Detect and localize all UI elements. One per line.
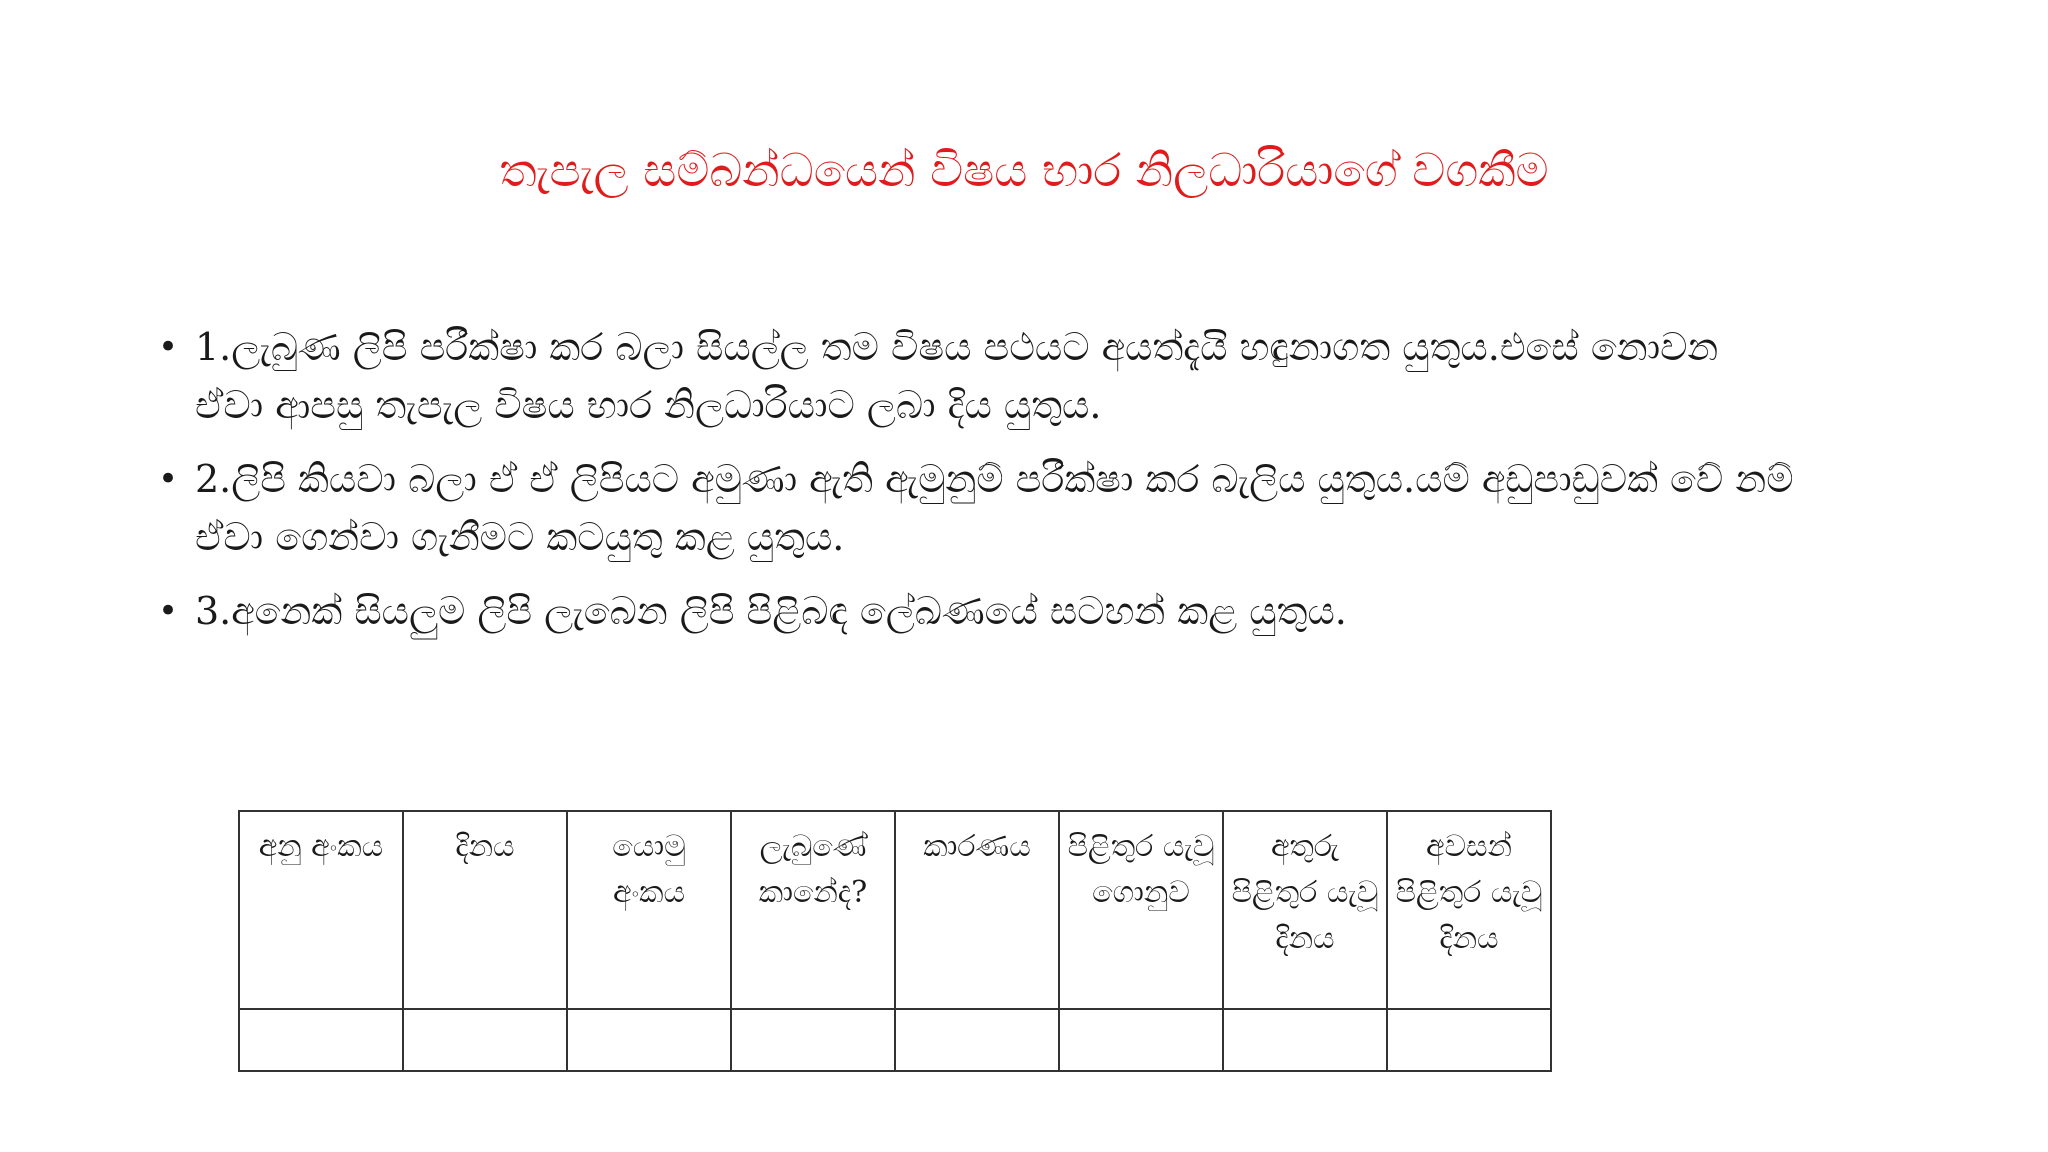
column-header-final-reply-date: අවසන් පිළිතුර යැවූ දිනය [1387,811,1551,1009]
table-cell [1223,1009,1387,1071]
bullet-text: 3.අනෙක් සියලුම ලිපි ලැබෙන ලිපි පිළිබඳ ලේඛණයේ සටහන් කළ යුතුය. [195,589,1347,633]
column-header-subject: කාරණය [895,811,1059,1009]
column-header-reference-number: යොමු අංකය [567,811,731,1009]
list-item [155,450,1795,566]
table-header-row [239,811,1551,1009]
table-cell [731,1009,895,1071]
column-header-received-from: ලැබුණේ කානේද? [731,811,895,1009]
list-item [155,582,1795,640]
bullet-icon: • [158,327,179,367]
table-cell [1059,1009,1223,1071]
responsibility-list [155,318,1795,656]
bullet-text: 1.ලැබුණ ලිපි පරීක්ෂා කර බලා සියල්ල තම විෂය පථයට අයත්දැයි හඳුනාගත යුතුය.එසේ නොවන ඒවා ආපසු තැපැල විෂය භාර නිලධාරියාට ලබා දිය යුතුය. [195,325,1719,427]
column-header-reply-file: පිළිතුර යැවූ ගොනුව [1059,811,1223,1009]
table-cell [567,1009,731,1071]
table-cell [239,1009,403,1071]
bullet-text: 2.ලිපි කියවා බලා ඒ ඒ ලිපියට අමුණා ඇති ඇමුනුම් පරීක්ෂා කර බැලිය යුතුය.යම් අඩුපාඩුවක් වේ නම් ඒවා ගෙන්වා ගැනීමට කටයුතු කළ යුතුය. [195,457,1794,559]
letter-register-table [238,810,1552,1072]
table-cell [1387,1009,1551,1071]
column-header-date: දිනය [403,811,567,1009]
bullet-icon: • [158,591,179,631]
list-item [155,318,1795,434]
page-title: තැපැල සම්බන්ධයෙන් විෂය භාර නිලධාරියාගේ වගකීම [499,143,1549,197]
table-row [239,1009,1551,1071]
bullet-icon: • [158,459,179,499]
column-header-serial-number: අනු අංකය [239,811,403,1009]
table-cell [403,1009,567,1071]
column-header-interim-reply-date: අතුරු පිළිතුර යැවූ දිනය [1223,811,1387,1009]
table-cell [895,1009,1059,1071]
